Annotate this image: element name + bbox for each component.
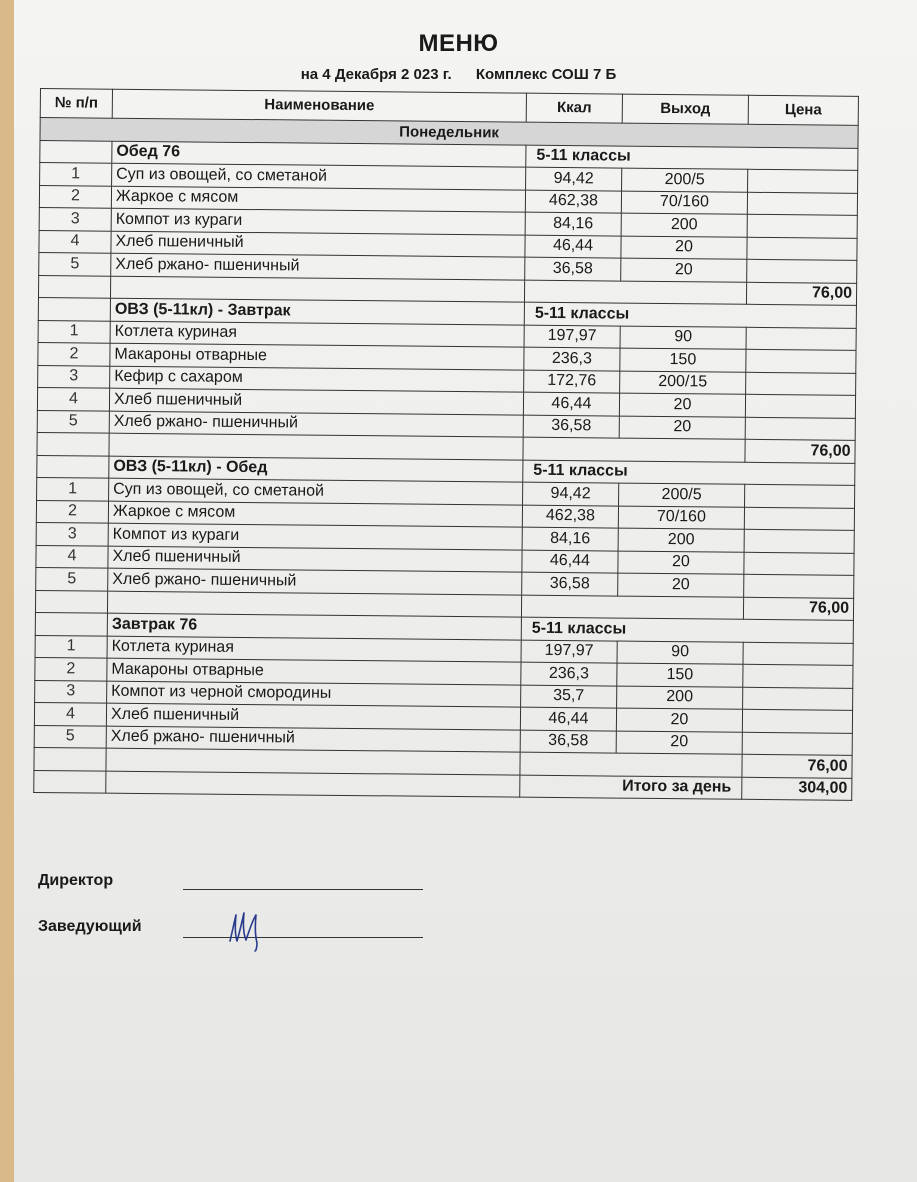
table-row: 5 Хлеб ржано- пшеничный 36,58 20 [37, 410, 855, 440]
section-total: 76,00 [743, 597, 853, 621]
col-header-name: Наименование [112, 89, 526, 122]
table-row: 3 Компот из кураги 84,16 200 [39, 207, 857, 237]
menu-date: на 4 Декабря 2 023 г. [300, 66, 452, 83]
col-header-price: Цена [748, 95, 858, 125]
table-row: 3 Компот из черной смородины 35,7 200 [35, 680, 853, 710]
day-total-label: Итого за день [520, 775, 742, 800]
table-row: 1 Котлета куриная 197,97 90 [35, 635, 853, 665]
table-row: 4 Хлеб пшеничный 46,44 20 [39, 230, 857, 260]
section-name: Завтрак 76 [107, 613, 521, 639]
day-total-value: 304,00 [742, 777, 852, 801]
section-name: Обед 76 [112, 141, 526, 167]
section-total: 76,00 [742, 754, 852, 778]
table-row: 5 Хлеб ржано- пшеничный 36,58 20 [39, 252, 857, 282]
section-total: 76,00 [746, 282, 856, 306]
page-title: МЕНЮ [418, 30, 499, 57]
manager-signature [222, 907, 282, 953]
table-row: 3 Компот из кураги 84,16 200 [36, 522, 854, 552]
director-label: Директор [38, 872, 114, 889]
table-row: 1 Суп из овощей, со сметаной 94,42 200/5 [40, 163, 858, 193]
section-group: 5-11 классы [526, 145, 858, 171]
section-name: ОВЗ (5-11кл) - Обед [109, 456, 523, 482]
director-signature-line [183, 889, 423, 890]
table-row: 3 Кефир с сахаром 172,76 200/15 [38, 365, 856, 395]
table-row: 2 Жаркое с мясом 462,38 70/160 [39, 185, 857, 215]
table-row: 4 Хлеб пшеничный 46,44 20 [37, 387, 855, 417]
table-row: 5 Хлеб ржано- пшеничный 36,58 20 [36, 567, 854, 597]
section-group: 5-11 классы [524, 302, 856, 328]
section-group: 5-11 классы [523, 460, 855, 486]
section-group: 5-11 классы [521, 617, 853, 643]
section-total: 76,00 [745, 439, 855, 463]
table-row: 2 Макароны отварные 236,3 150 [38, 342, 856, 372]
col-header-number: № п/п [40, 89, 112, 119]
table-row: 1 Суп из овощей, со сметаной 94,42 200/5 [37, 477, 855, 507]
menu-table [33, 88, 859, 801]
table-row: 4 Хлеб пшеничный 46,44 20 [36, 545, 854, 575]
day-label: Понедельник [40, 118, 858, 148]
menu-subtitle [0, 66, 917, 83]
col-header-output: Выход [622, 94, 748, 124]
manager-label: Заведующий [38, 918, 142, 935]
menu-complex: Комплекс СОШ 7 Б [475, 66, 617, 83]
table-row: 5 Хлеб ржано- пшеничный 36,58 20 [34, 725, 852, 755]
table-row: 2 Макароны отварные 236,3 150 [35, 657, 853, 687]
table-row: 4 Хлеб пшеничный 46,44 20 [34, 702, 852, 732]
section-name: ОВЗ (5-11кл) - Завтрак [110, 298, 524, 324]
col-header-kcal: Ккал [526, 93, 622, 123]
table-row: 2 Жаркое с мясом 462,38 70/160 [36, 500, 854, 530]
manager-signature-line [183, 937, 423, 938]
table-row: 1 Котлета куриная 197,97 90 [38, 320, 856, 350]
